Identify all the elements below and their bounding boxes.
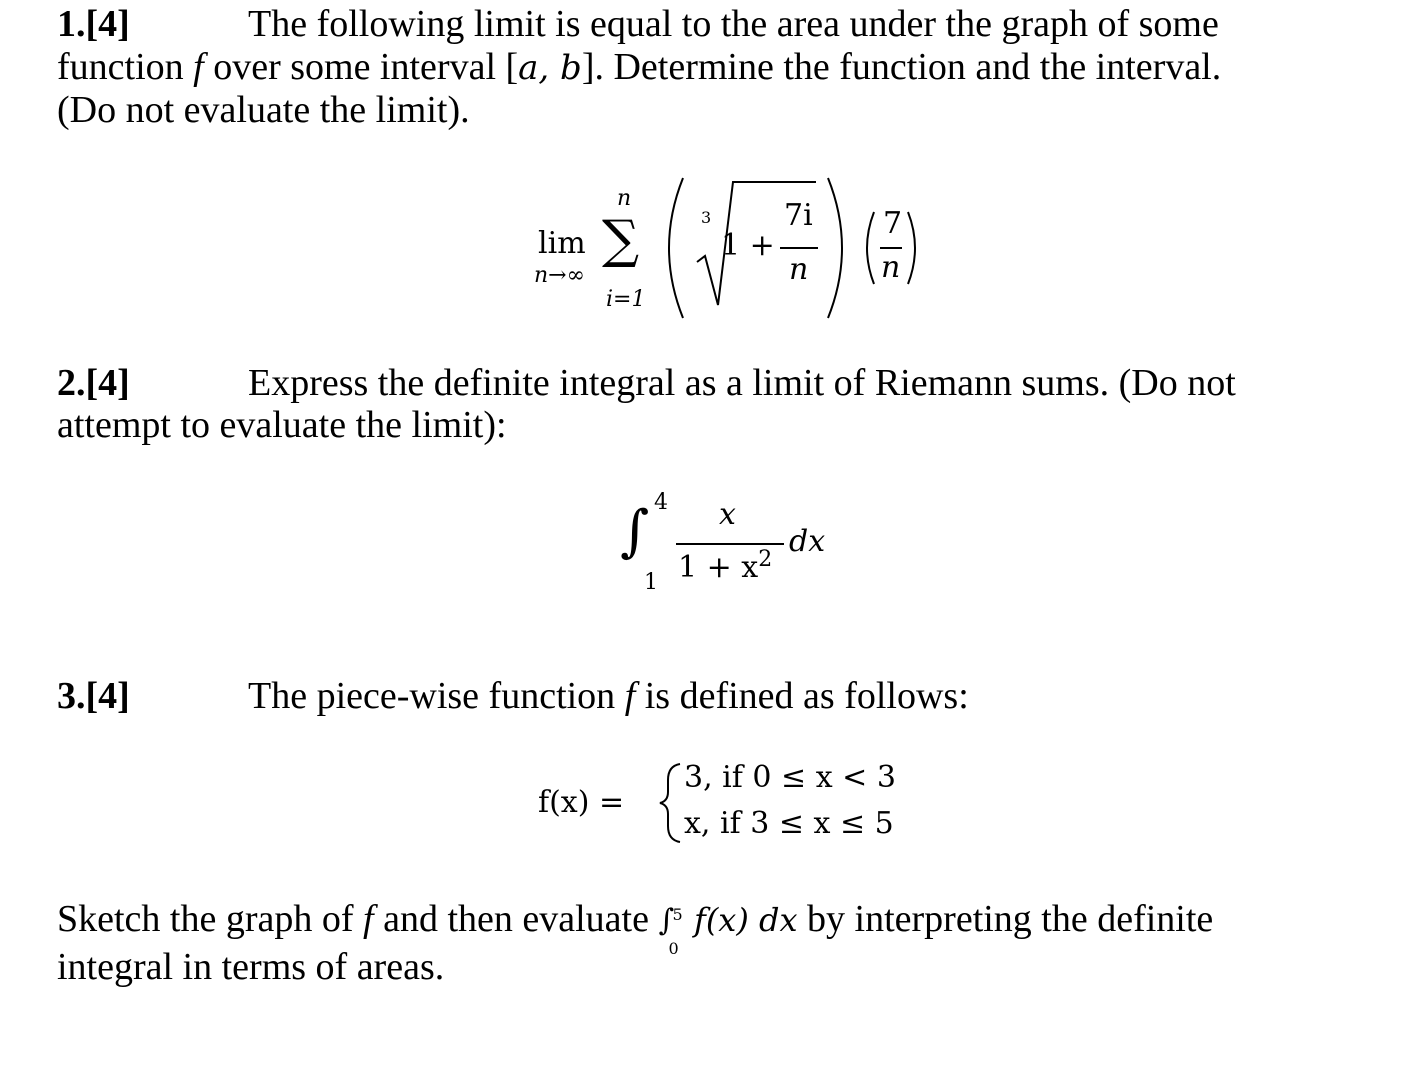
frac-numerator-7i: 7i — [784, 198, 813, 233]
problem-1-line-2 — [57, 46, 1221, 90]
integral-upper-limit: 4 — [654, 490, 668, 515]
frac2-denominator-n: n — [881, 250, 901, 285]
denominator-exponent: 2 — [758, 547, 773, 572]
inline-integral — [658, 903, 684, 958]
piecewise-case-2: x, if 3 ≤ x ≤ 5 — [684, 806, 894, 841]
lim-label: lim — [538, 226, 586, 261]
problem-1-line-1: The following limit is equal to the area under the graph of some — [248, 3, 1219, 45]
inline-integral-lower: 0 — [668, 939, 679, 958]
text-segment: by interpreting the definite — [807, 898, 1214, 940]
lim-subscript: n→∞ — [534, 263, 585, 288]
small-left-paren — [867, 212, 874, 284]
problem-3-sketch-line — [57, 898, 1214, 958]
text-segment: and then evaluate — [383, 898, 649, 940]
interval-symbol: a, b — [518, 48, 582, 88]
problem-2-number: 2.[4] — [57, 362, 130, 404]
sum-lower: i=1 — [606, 287, 646, 312]
integral-dx: dx — [789, 524, 826, 559]
problem-2-line-1: Express the definite integral as a limit of Riemann sums. (Do not — [248, 362, 1236, 404]
piecewise-case-1: 3, if 0 ≤ x < 3 — [684, 760, 896, 795]
problem-3-last-line: integral in terms of areas. — [57, 946, 445, 988]
big-left-paren — [669, 178, 683, 318]
text-segment: The piece-wise function — [248, 675, 616, 717]
big-right-paren — [828, 178, 842, 318]
text-segment: function — [57, 46, 184, 88]
cases-brace — [660, 764, 680, 842]
problem-2-line-2: attempt to evaluate the limit): — [57, 404, 507, 446]
piecewise-lhs: f(x) = — [538, 785, 625, 820]
text-segment: ]. Determine the function and the interval. — [581, 46, 1222, 88]
function-symbol: f — [193, 46, 204, 88]
inline-integral-symbol: ∫ — [658, 903, 675, 938]
denominator-base: 1 + x — [678, 550, 759, 585]
inline-integral-upper: 5 — [672, 905, 683, 924]
integrand-numerator: x — [719, 497, 736, 532]
one-plus: 1 + — [721, 228, 775, 263]
sum-upper: n — [617, 186, 632, 211]
function-symbol: f — [363, 898, 374, 940]
root-index: 3 — [701, 208, 712, 227]
problem-1-line-3: (Do not evaluate the limit). — [57, 89, 470, 131]
problem-3-line-1 — [248, 675, 969, 718]
integrand-denominator — [678, 547, 772, 585]
integral-symbol: ∫ — [620, 499, 650, 564]
frac2-numerator-7: 7 — [883, 206, 903, 241]
text-segment: is defined as follows: — [644, 675, 969, 717]
function-symbol: f — [624, 675, 636, 717]
inline-integrand: f(x) dx — [693, 901, 798, 939]
integral-lower-limit: 1 — [644, 570, 658, 595]
problem-1-number: 1.[4] — [57, 3, 130, 45]
sum-symbol: ∑ — [602, 210, 640, 270]
problem-3-number: 3.[4] — [57, 675, 130, 717]
small-right-paren — [908, 212, 915, 284]
frac-denominator-n: n — [789, 252, 809, 287]
text-segment: Sketch the graph of — [57, 898, 354, 940]
text-segment: over some interval [ — [213, 46, 519, 88]
